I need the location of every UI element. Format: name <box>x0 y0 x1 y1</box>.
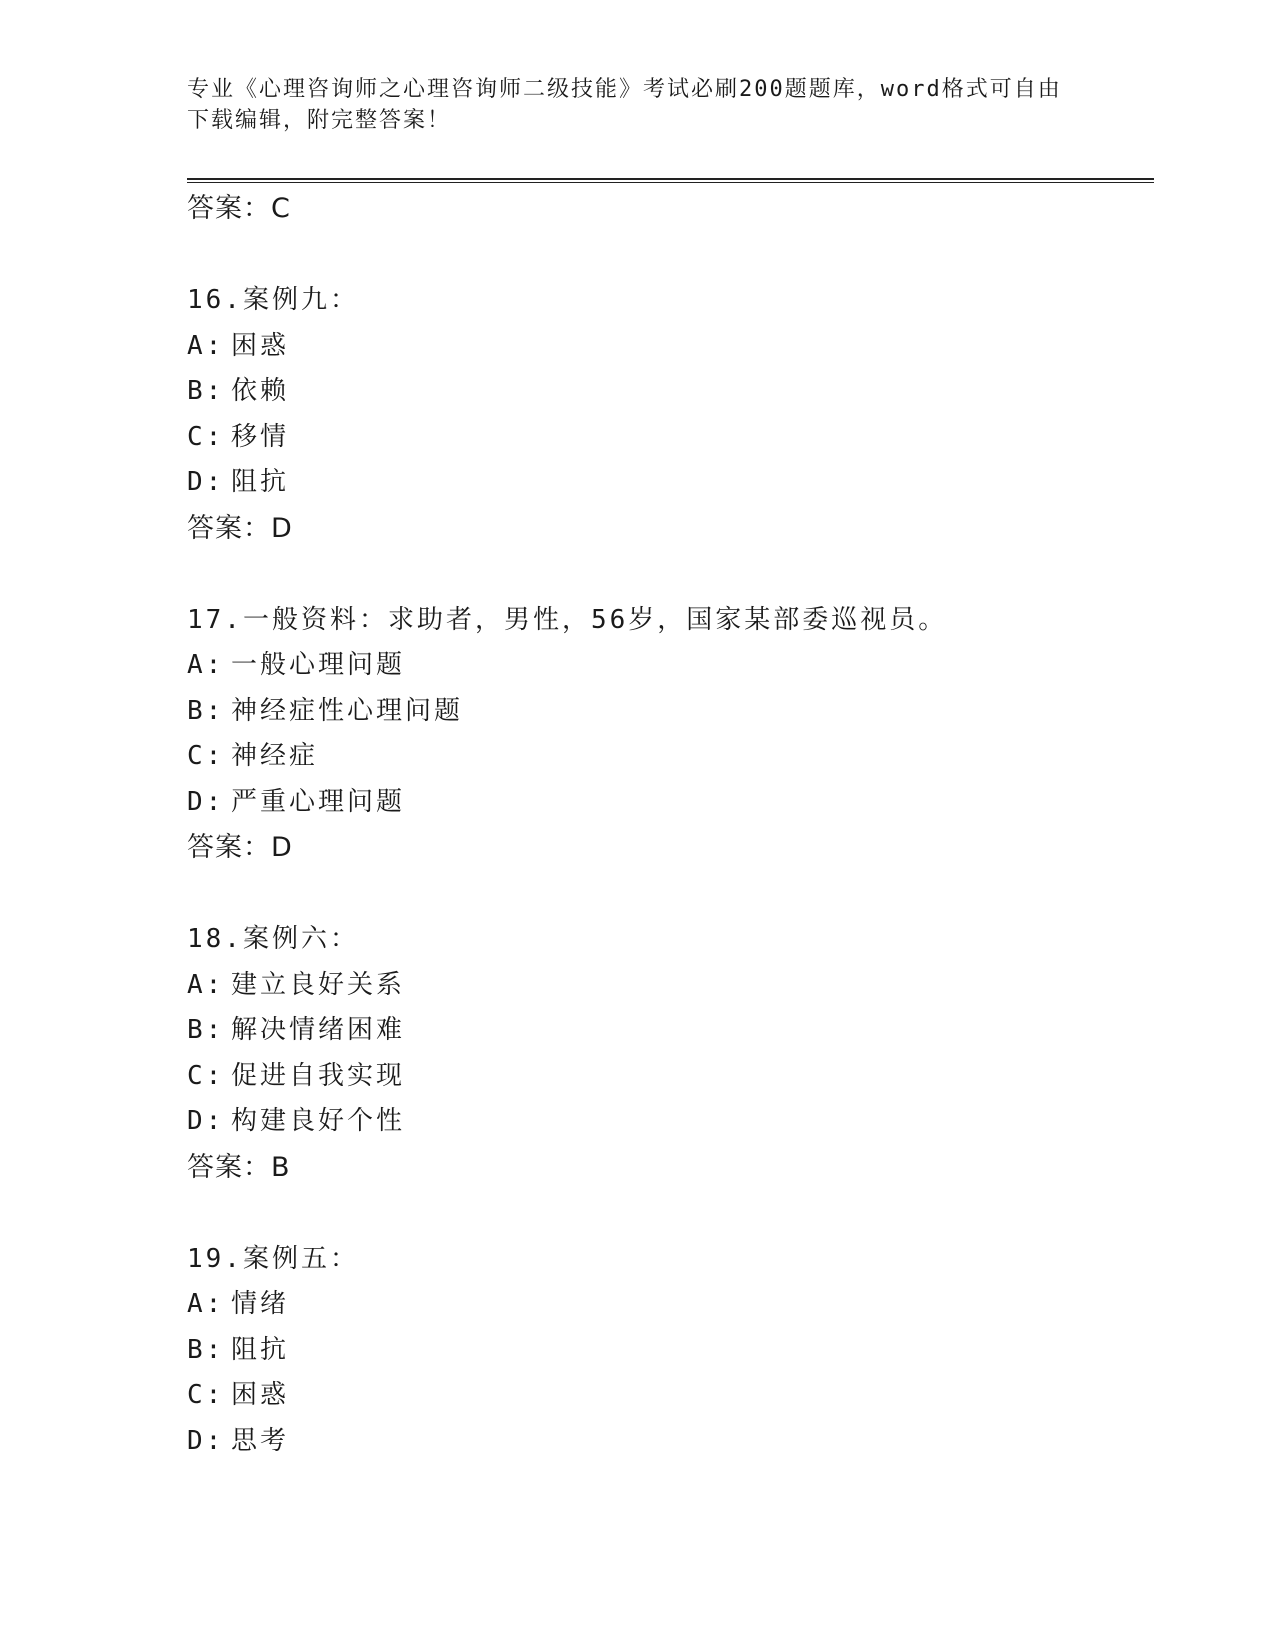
question-title: 16.案例九： <box>187 285 359 315</box>
option-text: 一般心理问题 <box>231 650 406 680</box>
option-b <box>187 369 1147 415</box>
option-label: C: <box>187 421 225 452</box>
option-text: 情绪 <box>231 1289 290 1319</box>
option-label: A: <box>187 969 225 1000</box>
option-text: 困惑 <box>231 1380 290 1410</box>
document-header: 专业《心理咨询师之心理咨询师二级技能》考试必刷200题题库，word格式可自由下载编辑，附完整答案！ <box>187 77 1062 133</box>
option-label: B: <box>187 695 225 726</box>
option-c <box>187 1373 1147 1419</box>
question-title: 18.案例六： <box>187 924 359 954</box>
option-text: 移情 <box>231 421 290 452</box>
option-text: 严重心理问题 <box>231 786 406 817</box>
option-label: C: <box>187 741 225 771</box>
option-label: C: <box>187 1380 225 1410</box>
option-text: 神经症性心理问题 <box>231 695 464 726</box>
question-block <box>187 278 1147 552</box>
option-text: 解决情绪困难 <box>231 1015 406 1045</box>
option-label: D: <box>187 1425 225 1456</box>
option-label: C: <box>187 1060 225 1091</box>
option-label: A: <box>187 1289 225 1319</box>
question-block <box>187 598 1147 872</box>
option-b <box>187 1328 1147 1374</box>
option-label: D: <box>187 1106 225 1136</box>
option-label: D: <box>187 786 225 817</box>
option-label: D: <box>187 467 225 497</box>
option-text: 促进自我实现 <box>231 1060 406 1091</box>
option-label: B: <box>187 376 225 406</box>
option-d <box>187 1099 1147 1145</box>
header-divider <box>187 178 1154 183</box>
option-a <box>187 963 1147 1009</box>
option-b <box>187 1008 1147 1054</box>
option-text: 依赖 <box>231 376 290 406</box>
option-a <box>187 643 1147 689</box>
option-text: 神经症 <box>231 741 319 771</box>
option-text: 思考 <box>231 1425 290 1456</box>
option-d <box>187 460 1147 506</box>
option-a <box>187 324 1147 370</box>
option-label: A: <box>187 330 225 361</box>
question-list <box>187 186 1147 1464</box>
option-text: 阻抗 <box>231 1334 290 1365</box>
option-c <box>187 1054 1147 1100</box>
option-text: 建立良好关系 <box>231 969 406 1000</box>
answer-line: 答案：C <box>187 193 291 224</box>
question-title: 19.案例五： <box>187 1243 359 1274</box>
option-b <box>187 689 1147 735</box>
option-d <box>187 780 1147 826</box>
option-c <box>187 734 1147 780</box>
answer-line: 答案：D <box>187 832 293 863</box>
option-d <box>187 1419 1147 1465</box>
option-label: B: <box>187 1334 225 1365</box>
question-block <box>187 917 1147 1191</box>
option-a <box>187 1282 1147 1328</box>
answer-line: 答案：B <box>187 1151 291 1183</box>
option-c <box>187 415 1147 461</box>
answer-line: 答案：D <box>187 512 293 544</box>
option-text: 阻抗 <box>231 467 290 497</box>
option-text: 构建良好个性 <box>231 1106 406 1136</box>
option-text: 困惑 <box>231 330 290 361</box>
option-label: A: <box>187 650 225 680</box>
question-title: 17.一般资料：求助者，男性，56岁，国家某部委巡视员。 <box>187 604 948 635</box>
question-block <box>187 1237 1147 1465</box>
option-label: B: <box>187 1015 225 1045</box>
